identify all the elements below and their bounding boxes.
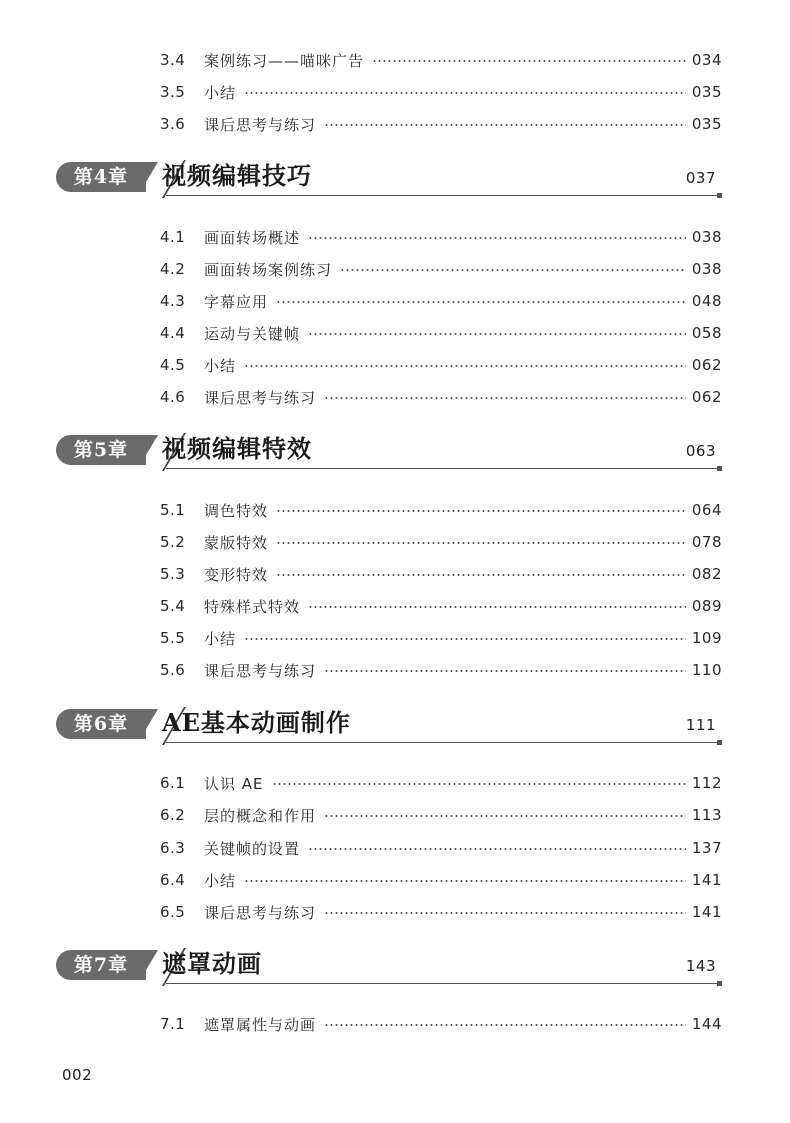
page-number: 002 xyxy=(62,1066,93,1084)
entry-page: 058 xyxy=(691,324,722,342)
entry-title: 课后思考与练习 xyxy=(204,388,317,407)
entry-page: 109 xyxy=(691,629,722,647)
toc-entry-4-6[interactable] xyxy=(160,386,722,408)
toc-entry-5-3[interactable] xyxy=(160,563,722,585)
entry-title: 小结 xyxy=(204,629,237,648)
toc-entry-7-1[interactable] xyxy=(160,1013,722,1035)
chapter-badge: 第7章 xyxy=(56,950,146,980)
entry-number: 4.4 xyxy=(160,324,186,342)
heading-rule xyxy=(166,468,722,469)
entry-title: 遮罩属性与动画 xyxy=(204,1015,317,1034)
chapter-5-heading[interactable] xyxy=(56,431,722,471)
toc-entry-6-1[interactable] xyxy=(160,772,722,794)
dot-leader xyxy=(308,606,686,608)
entry-title: 小结 xyxy=(204,871,237,890)
rule-end-mark xyxy=(717,740,722,745)
entry-number: 4.1 xyxy=(160,228,186,246)
entry-page: 048 xyxy=(691,292,722,310)
dot-leader xyxy=(324,670,686,672)
dot-leader xyxy=(372,60,686,62)
entry-title: 画面转场概述 xyxy=(204,228,301,247)
entry-number: 5.1 xyxy=(160,501,186,519)
entry-page: 141 xyxy=(691,871,722,889)
entry-title: 小结 xyxy=(204,83,237,102)
toc-entry-4-4[interactable] xyxy=(160,322,722,344)
rule-end-mark xyxy=(717,981,722,986)
dot-leader xyxy=(244,92,686,94)
dot-leader xyxy=(276,574,686,576)
toc-entry-4-2[interactable] xyxy=(160,258,722,280)
entry-page: 078 xyxy=(691,533,722,551)
entry-page: 038 xyxy=(691,260,722,278)
dot-leader xyxy=(244,880,686,882)
entry-title: 关键帧的设置 xyxy=(204,839,301,858)
entry-title: 层的概念和作用 xyxy=(204,806,317,825)
entry-title: 认识 AE xyxy=(204,774,264,793)
entry-number: 7.1 xyxy=(160,1015,186,1033)
chapter-title: 视频编辑技巧 xyxy=(162,161,312,190)
entry-number: 6.2 xyxy=(160,806,186,824)
badge-slant xyxy=(140,709,158,739)
heading-rule xyxy=(166,983,722,984)
toc-entry-3-5[interactable] xyxy=(160,81,722,103)
badge-slant xyxy=(140,950,158,980)
entry-page: 144 xyxy=(691,1015,722,1033)
entry-title: 课后思考与练习 xyxy=(204,661,317,680)
entry-title: 运动与关键帧 xyxy=(204,324,301,343)
toc-entry-4-1[interactable] xyxy=(160,226,722,248)
dot-leader xyxy=(276,510,686,512)
entry-page: 137 xyxy=(691,839,722,857)
entry-page: 064 xyxy=(691,501,722,519)
entry-title: 课后思考与练习 xyxy=(204,115,317,134)
dot-leader xyxy=(324,397,686,399)
chapter-badge: 第5章 xyxy=(56,435,146,465)
toc-entry-6-2[interactable] xyxy=(160,804,722,826)
toc-entry-6-5[interactable] xyxy=(160,901,722,923)
dot-leader xyxy=(244,638,686,640)
dot-leader xyxy=(340,269,686,271)
dot-leader xyxy=(324,124,686,126)
entry-page: 038 xyxy=(691,228,722,246)
dot-leader xyxy=(308,848,686,850)
entry-page: 082 xyxy=(691,565,722,583)
entry-number: 6.4 xyxy=(160,871,186,889)
toc-entry-4-3[interactable] xyxy=(160,290,722,312)
heading-rule xyxy=(166,195,722,196)
entry-number: 3.5 xyxy=(160,83,186,101)
chapter-title: 视频编辑特效 xyxy=(162,434,312,463)
dot-leader xyxy=(324,912,686,914)
entry-title: 蒙版特效 xyxy=(204,533,269,552)
entry-page: 112 xyxy=(691,774,722,792)
chapter-title: 遮罩动画 xyxy=(162,949,262,978)
entry-number: 4.2 xyxy=(160,260,186,278)
entry-number: 3.4 xyxy=(160,51,186,69)
entry-number: 6.3 xyxy=(160,839,186,857)
dot-leader xyxy=(244,365,686,367)
dot-leader xyxy=(272,783,686,785)
chapter-6-heading[interactable] xyxy=(56,705,722,745)
entry-title: 小结 xyxy=(204,356,237,375)
badge-slant xyxy=(140,162,158,192)
dot-leader xyxy=(308,333,686,335)
entry-number: 5.3 xyxy=(160,565,186,583)
dot-leader xyxy=(324,815,686,817)
entry-title: 案例练习——喵咪广告 xyxy=(204,51,365,70)
entry-page: 110 xyxy=(691,661,722,679)
entry-number: 6.1 xyxy=(160,774,186,792)
heading-rule xyxy=(166,742,722,743)
chapter-page: 111 xyxy=(685,716,716,734)
entry-page: 113 xyxy=(691,806,722,824)
chapter-4-heading[interactable] xyxy=(56,158,722,198)
toc-entry-5-6[interactable] xyxy=(160,659,722,681)
toc-entry-3-6[interactable] xyxy=(160,113,722,135)
chapter-title: AE基本动画制作 xyxy=(162,708,351,737)
entry-title: 变形特效 xyxy=(204,565,269,584)
chapter-badge: 第6章 xyxy=(56,709,146,739)
entry-number: 3.6 xyxy=(160,115,186,133)
dot-leader xyxy=(324,1024,686,1026)
dot-leader xyxy=(276,301,686,303)
chapter-badge: 第4章 xyxy=(56,162,146,192)
toc-entry-5-2[interactable] xyxy=(160,531,722,553)
toc-entry-5-5[interactable] xyxy=(160,627,722,649)
entry-page: 035 xyxy=(691,115,722,133)
entry-title: 特殊样式特效 xyxy=(204,597,301,616)
chapter-page: 037 xyxy=(685,169,716,187)
entry-number: 4.3 xyxy=(160,292,186,310)
entry-page: 035 xyxy=(691,83,722,101)
chapter-page: 063 xyxy=(685,442,716,460)
rule-end-mark xyxy=(717,466,722,471)
toc-entry-5-4[interactable] xyxy=(160,595,722,617)
entry-number: 5.4 xyxy=(160,597,186,615)
entry-page: 034 xyxy=(691,51,722,69)
entry-number: 4.5 xyxy=(160,356,186,374)
chapter-page: 143 xyxy=(685,957,716,975)
toc-entry-6-4[interactable] xyxy=(160,869,722,891)
entry-page: 089 xyxy=(691,597,722,615)
toc-entry-4-5[interactable] xyxy=(160,354,722,376)
entry-title: 调色特效 xyxy=(204,501,269,520)
entry-page: 141 xyxy=(691,903,722,921)
entry-number: 5.2 xyxy=(160,533,186,551)
toc-entry-3-4[interactable] xyxy=(160,49,722,71)
dot-leader xyxy=(308,237,686,239)
entry-page: 062 xyxy=(691,356,722,374)
entry-number: 6.5 xyxy=(160,903,186,921)
entry-number: 5.5 xyxy=(160,629,186,647)
toc-entry-6-3[interactable] xyxy=(160,837,722,859)
badge-slant xyxy=(140,435,158,465)
chapter-7-heading[interactable] xyxy=(56,946,722,986)
entry-number: 5.6 xyxy=(160,661,186,679)
entry-title: 课后思考与练习 xyxy=(204,903,317,922)
entry-number: 4.6 xyxy=(160,388,186,406)
entry-title: 字幕应用 xyxy=(204,292,269,311)
entry-title: 画面转场案例练习 xyxy=(204,260,333,279)
dot-leader xyxy=(276,542,686,544)
rule-end-mark xyxy=(717,193,722,198)
entry-page: 062 xyxy=(691,388,722,406)
toc-entry-5-1[interactable] xyxy=(160,499,722,521)
